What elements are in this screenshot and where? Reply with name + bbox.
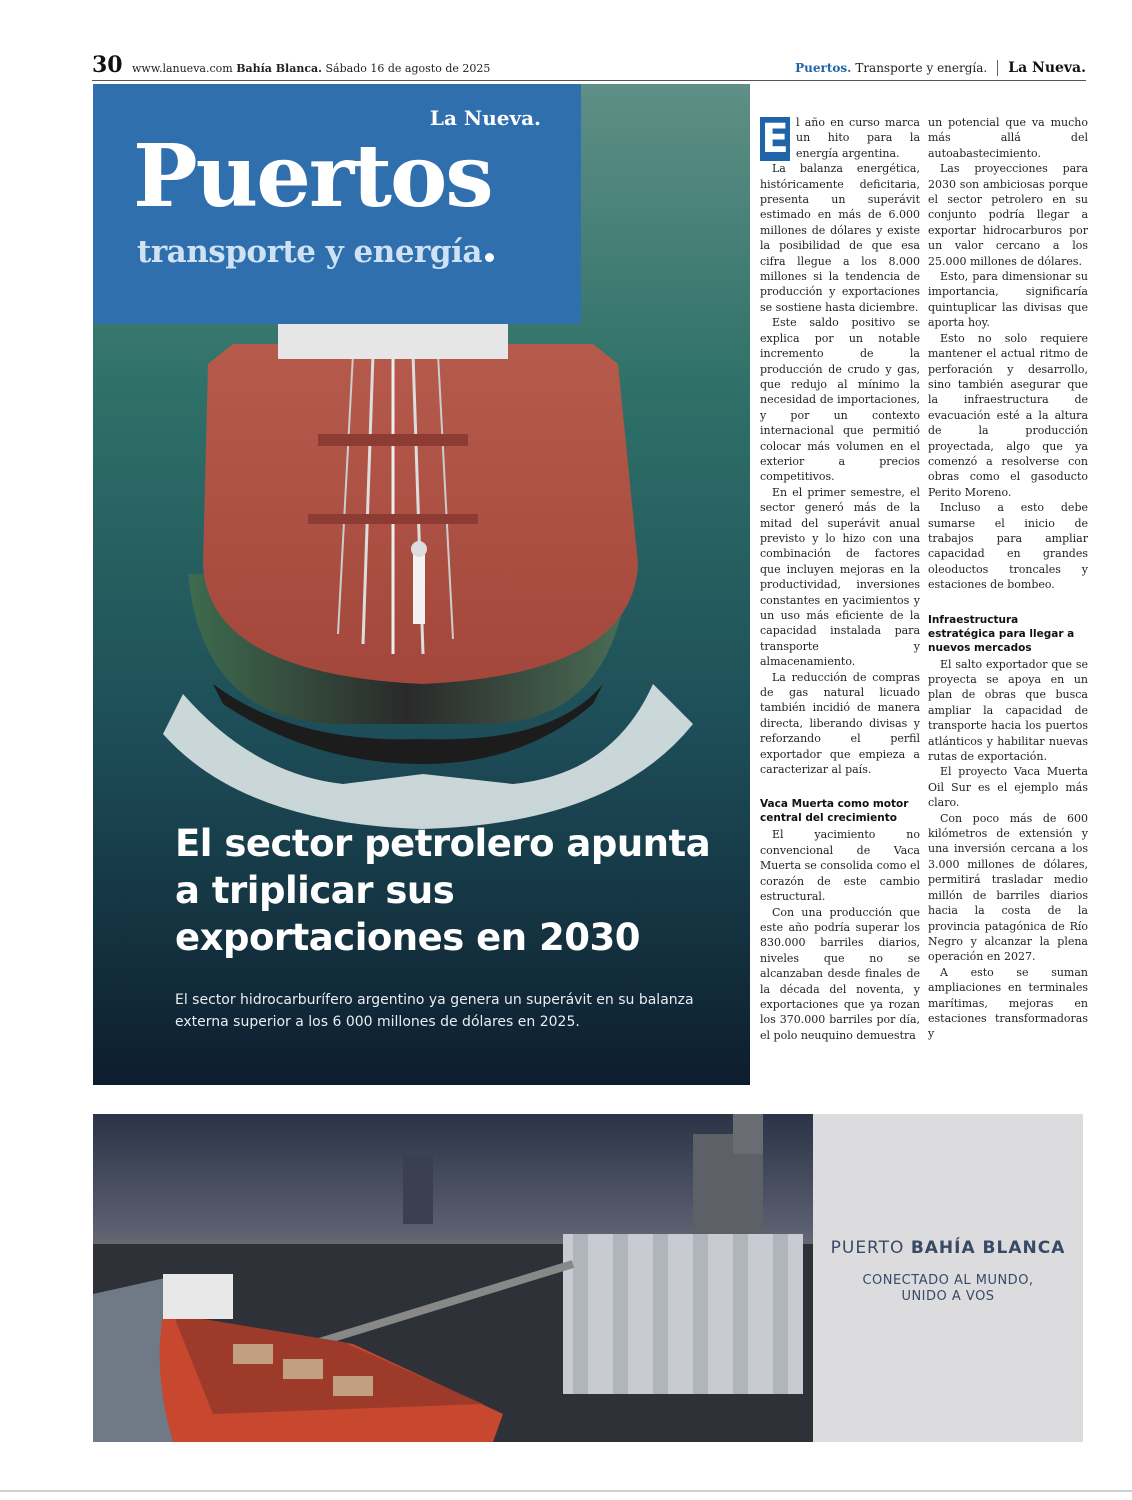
paragraph: Esto, para dimensionar su importancia, significaría quintuplicar las divisas que aporta hoy. (928, 270, 1088, 330)
page-number: 30 (92, 52, 123, 78)
subtitle-dot (485, 253, 494, 262)
article-dek: El sector hidrocarburífero argentino ya genera un superávit en su balanza externa superior a los 6 000 millones de dólares en 2025. (175, 992, 694, 1030)
port-illustration (93, 1114, 813, 1442)
section-name: Puertos. (795, 61, 852, 75)
header-city: Bahía Blanca. (236, 62, 323, 75)
paragraph-text: l año en curso marca un hito para la energía argentina. (796, 116, 920, 160)
header-rule (92, 80, 1086, 81)
ad-tagline-line2: UNIDO A VOS (901, 1289, 995, 1304)
ad-brand-bold: BAHÍA BLANCA (910, 1238, 1066, 1258)
subsection-name: Transporte y energía. (855, 61, 988, 75)
section-title: Puertos (133, 126, 492, 227)
ad-port-photo (93, 1114, 813, 1442)
section-title-box (93, 84, 581, 324)
paragraph: Con poco más de 600 kilómetros de extensión y una inversión cercana a los 3.000 millones de dólares, permitirá trasladar medio millón de barriles diarios hacia la costa de la provincia patagónica de Río Negro y alcanzar la plena operación en 2027. (928, 811, 1088, 964)
masthead (92, 52, 1086, 82)
article-column-2 (928, 115, 1088, 1087)
drop-cap: E (761, 116, 789, 162)
paragraph: A esto se suman ampliaciones en terminales marítimas, mejoras en estaciones transformadoras y (928, 965, 1088, 1041)
section-subtitle-text: transporte y energía (137, 234, 482, 270)
article-column-1 (760, 115, 920, 1087)
section-subtitle (137, 234, 494, 270)
header-info (132, 62, 490, 75)
paragraph: Las proyecciones para 2030 son ambiciosas porque el sector petrolero en su conjunto podría llegar a exportar hidrocarburos por un valor cercano a los 25.000 millones de dólares. (928, 162, 1088, 268)
ad-brand-regular: PUERTO (830, 1238, 905, 1258)
title-box-brand: La Nueva. (429, 106, 541, 130)
ad-brand (813, 1238, 1083, 1258)
hero-photo (93, 84, 750, 1085)
header-date: Sábado 16 de agosto de 2025 (325, 62, 491, 75)
ad-tagline-line1: CONECTADO AL MUNDO, (862, 1273, 1034, 1288)
site-link[interactable]: www.lanueva.com (132, 62, 233, 75)
paragraph (760, 115, 920, 161)
paragraph: Esto no solo requiere mantener el actual ritmo de perforación y desarrollo, sino también asegurar que la infraestructura de evacuación esté a la altura de la producción proyectada, algo que ya comenzó a resolverse con obras como el gasoducto Perito Moreno. (928, 331, 1088, 499)
subheading: Vaca Muerta como motor central del crecimiento (760, 798, 909, 825)
paragraph: Incluso a esto debe sumarse el inicio de trabajos para ampliar capacidad en grandes oleoductos troncales y estaciones de bombeo. (928, 501, 1088, 592)
paragraph: Con una producción que este año podría superar los 830.000 barriles diarios, niveles que no se alcanzaban desde finales de la década del noventa, y exportaciones que ya rozan los 370.000 barriles por día, el polo neuquino demuestra (760, 905, 920, 1042)
ad-panel[interactable] (813, 1114, 1083, 1442)
bottom-rule (0, 1490, 1132, 1492)
header-brand: La Nueva. (1008, 60, 1086, 76)
paragraph: En el primer semestre, el sector generó más de la mitad del superávit anual previsto y lo hizo con una combinación de factores que incluyen mejoras en la productividad, inversiones constantes en yacimientos y un uso más eficiente de la capacidad instalada para transporte y almacenamiento. (760, 485, 920, 669)
paragraph: La balanza energética, históricamente deficitaria, presenta un superávit estimado en más de 6.000 millones de dólares y existe la posibilidad de que esa cifra llegue a los 8.000 millones si la tendencia de producción y exportaciones se sostiene hasta diciembre. (760, 162, 920, 314)
paragraph: Este saldo positivo se explica por un notable incremento de la producción de crudo y gas, que redujo al mínimo la necesidad de importaciones, y por un contexto internacional que permitió colocar más volumen en el exterior a precios competitivos. (760, 316, 920, 484)
header-divider (997, 60, 998, 76)
paragraph: El proyecto Vaca Muerta Oil Sur es el ejemplo más claro. (928, 765, 1088, 810)
paragraph: El salto exportador que se proyecta se apoya en un plan de obras que busca ampliar la capacidad de transporte hacia los puertos atlánticos y habilitar nuevas rutas de exportación. (928, 657, 1088, 764)
paragraph: un potencial que va mucho más allá del autoabastecimiento. (928, 116, 1088, 160)
article-headline: El sector petrolero apunta a triplicar sus exportaciones en 2030 (175, 822, 711, 959)
paragraph: La reducción de compras de gas natural licuado también incidió de manera directa, liberando divisas y reforzando el perfil exportador que empieza a caracterizar al país. (760, 670, 920, 777)
ad-tagline (813, 1273, 1083, 1305)
subheading: Infraestructura estratégica para llegar a nuevos mercados (928, 613, 1075, 654)
paragraph: El yacimiento no convencional de Vaca Muerta se consolida como el corazón de este cambio estructural. (760, 828, 920, 904)
header-section (795, 60, 1086, 76)
